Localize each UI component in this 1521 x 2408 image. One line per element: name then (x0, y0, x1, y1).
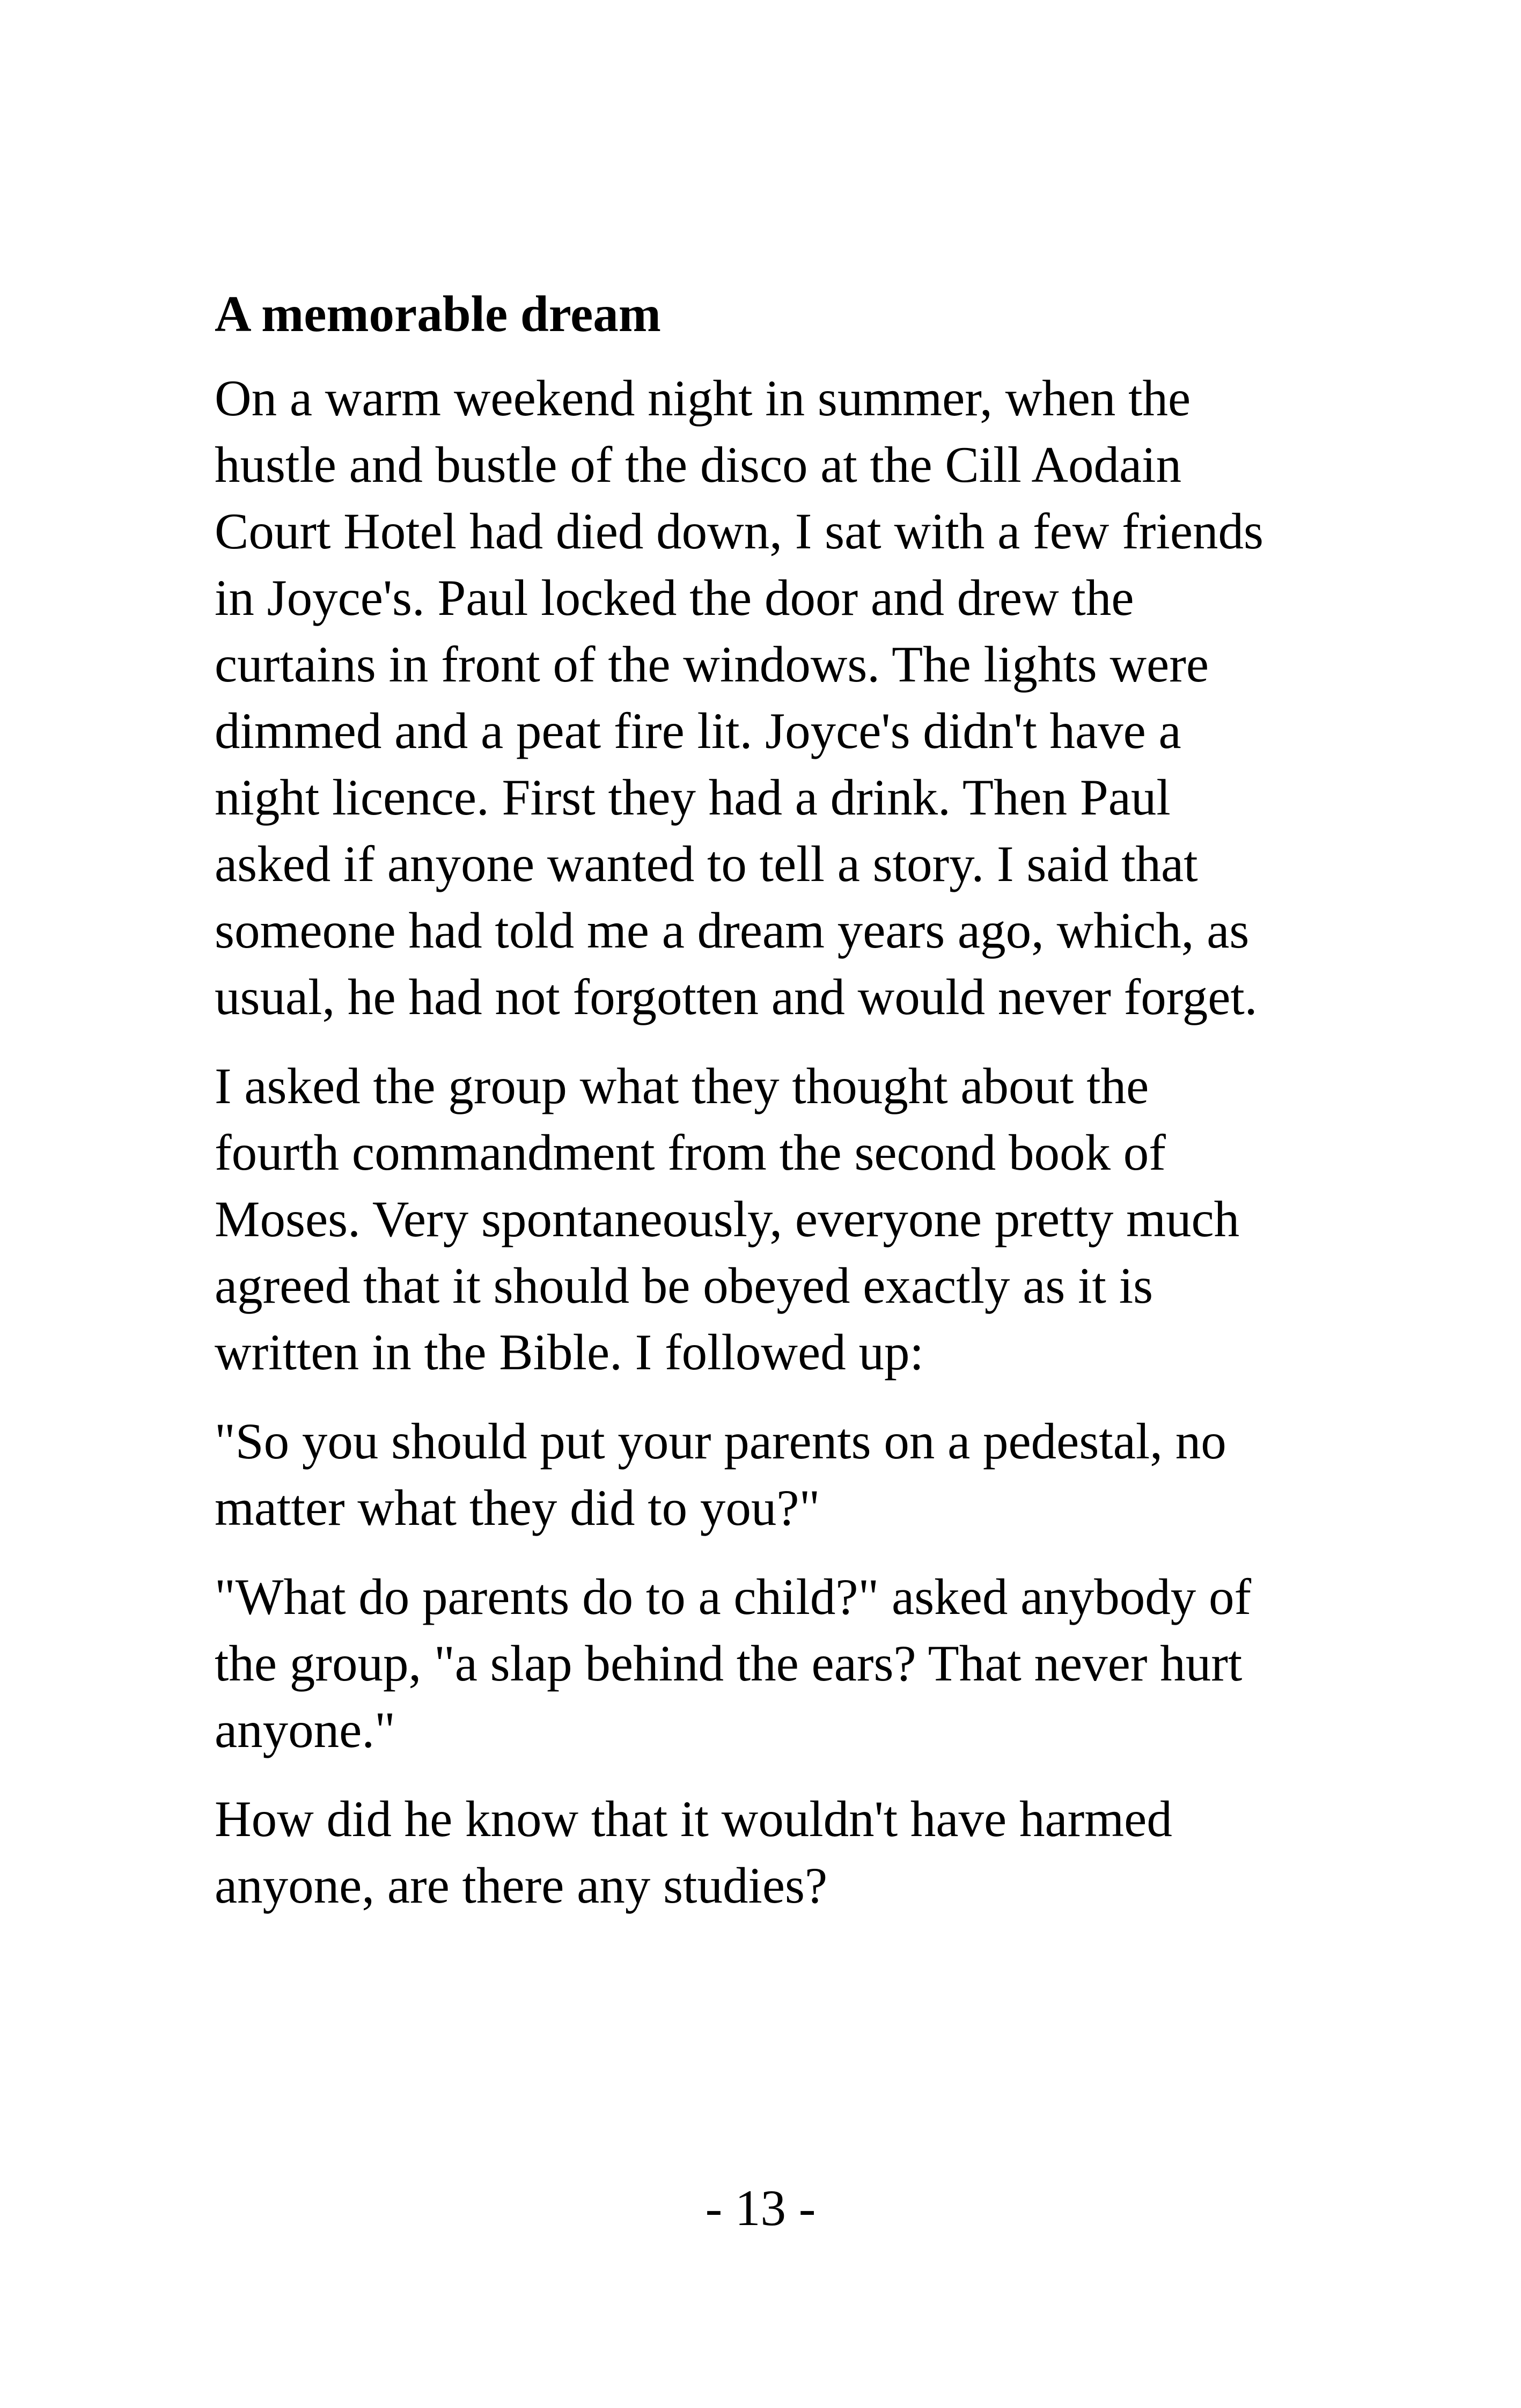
paragraph-line: asked if anyone wanted to tell a story. I said that (215, 835, 1198, 892)
paragraph-4 (215, 1563, 1352, 1763)
paragraph-line: "So you should put your parents on a pedestal, no (215, 1413, 1226, 1470)
paragraph-line: dimmed and a peat fire lit. Joyce's didn't have a (215, 702, 1181, 759)
paragraph-1 (215, 365, 1352, 1030)
page-number: - 13 - (705, 2179, 816, 2236)
paragraph-line: hustle and bustle of the disco at the Cill Aodain (215, 436, 1182, 493)
paragraph-5 (215, 1786, 1352, 1919)
paragraph-line: curtains in front of the windows. The lights were (215, 636, 1209, 693)
paragraph-line: in Joyce's. Paul locked the door and drew the (215, 569, 1134, 626)
body-text (215, 365, 1352, 1941)
paragraph-line: the group, "a slap behind the ears? That never hurt (215, 1635, 1243, 1692)
paragraph-line: usual, he had not forgotten and would never forget. (215, 968, 1258, 1025)
paragraph-line: matter what they did to you?" (215, 1479, 820, 1536)
paragraph-line: Court Hotel had died down, I sat with a few friends (215, 503, 1263, 560)
paragraph-line: agreed that it should be obeyed exactly as it is (215, 1257, 1153, 1314)
paragraph-line: written in the Bible. I followed up: (215, 1324, 924, 1381)
chapter-heading: A memorable dream (215, 285, 661, 342)
paragraph-line: night licence. First they had a drink. Then Paul (215, 769, 1171, 826)
paragraph-2 (215, 1053, 1352, 1385)
paragraph-line: anyone, are there any studies? (215, 1857, 828, 1914)
paragraph-line: Moses. Very spontaneously, everyone pretty much (215, 1191, 1240, 1247)
paragraph-line: "What do parents do to a child?" asked anybody of (215, 1568, 1252, 1625)
paragraph-line: On a warm weekend night in summer, when the (215, 370, 1191, 427)
paragraph-line: anyone." (215, 1701, 395, 1758)
paragraph-3 (215, 1408, 1352, 1541)
paragraph-line: I asked the group what they thought about the (215, 1058, 1149, 1114)
paragraph-line: someone had told me a dream years ago, which, as (215, 902, 1250, 959)
paragraph-line: fourth commandment from the second book of (215, 1124, 1166, 1181)
paragraph-line: How did he know that it wouldn't have harmed (215, 1790, 1172, 1847)
